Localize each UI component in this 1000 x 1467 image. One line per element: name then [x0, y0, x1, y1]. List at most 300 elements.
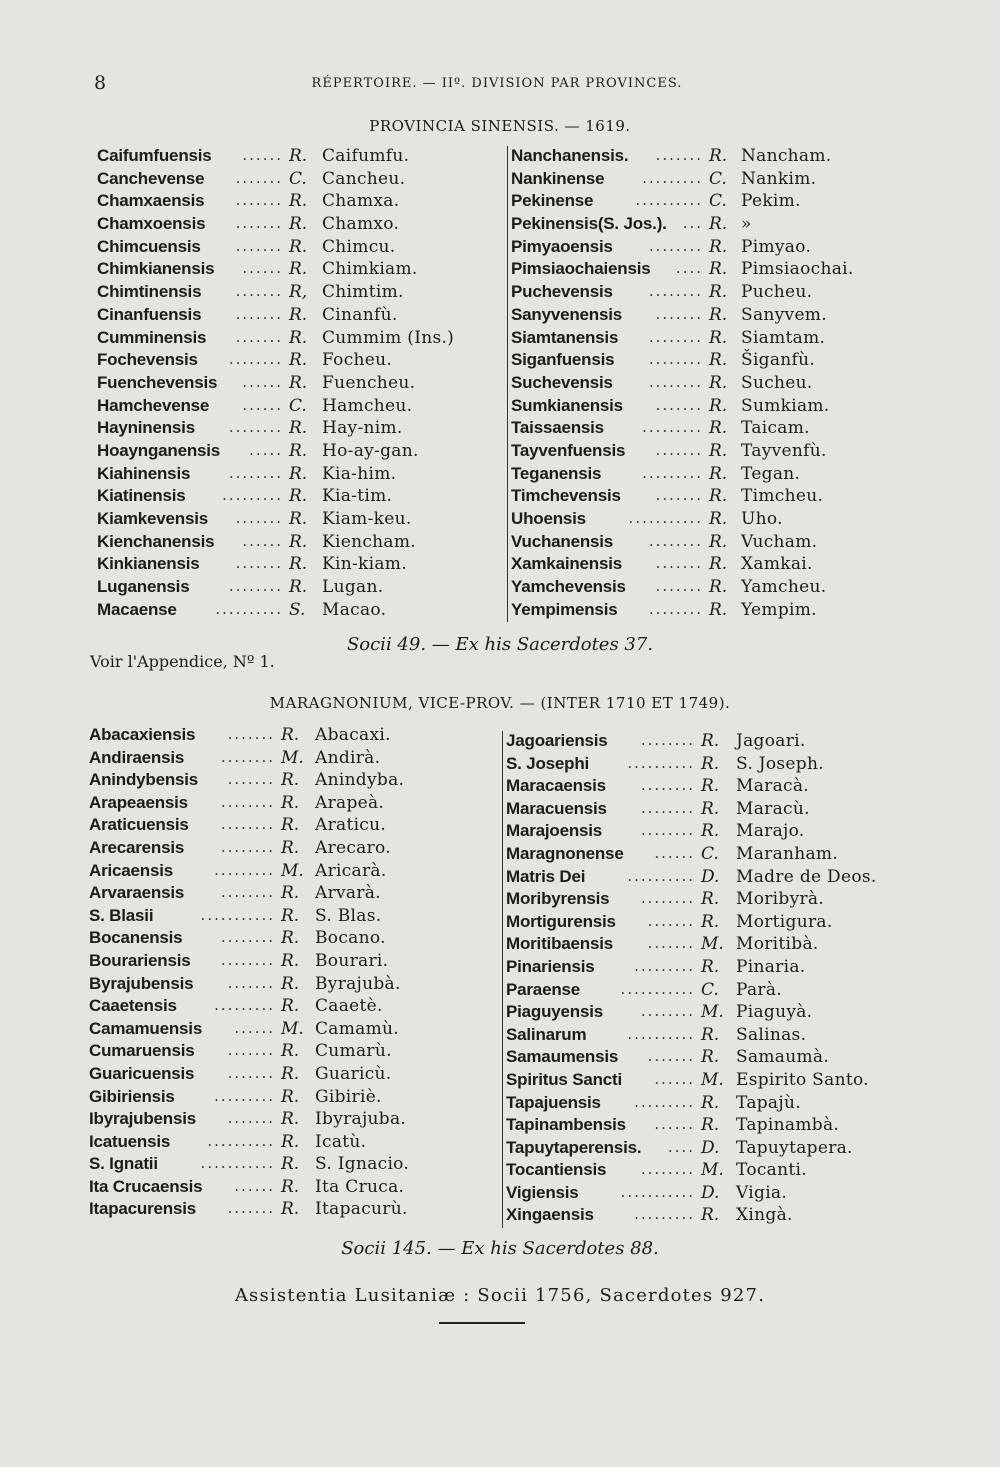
leader-dots: .......: [227, 1199, 275, 1218]
latin-name: Andiraensis: [89, 747, 185, 767]
latin-name: Bourariensis: [89, 950, 191, 970]
house-type-code: C.: [709, 191, 727, 212]
place-name: Ibyrajuba.: [315, 1109, 407, 1130]
index-entry: [89, 883, 489, 906]
latin-name: Caifumfuensis: [97, 146, 212, 165]
index-entry: [506, 1183, 896, 1206]
latin-name: Caaetensis: [89, 996, 177, 1016]
latin-name: Nanchanensis.: [511, 146, 629, 165]
index-entry: [506, 776, 896, 799]
latin-name: Samaumensis: [506, 1047, 619, 1067]
house-type-code: R.: [281, 1199, 300, 1220]
latin-name: Guaricuensis: [89, 1063, 195, 1083]
latin-name: Tocantiensis: [506, 1160, 607, 1180]
index-entry: [506, 1160, 896, 1183]
leader-dots: ........: [220, 747, 275, 766]
leader-dots: ........: [228, 577, 283, 596]
leader-dots: ...........: [200, 1154, 275, 1173]
section-heading-maragnonium: MARAGNONIUM, VICE-PROV. — (INTER 1710 ET 1749).: [269, 694, 731, 712]
latin-name: Moritibaensis: [506, 934, 613, 954]
leader-dots: .......: [655, 146, 703, 164]
leader-dots: .........: [634, 1205, 695, 1224]
house-type-code: R.: [289, 304, 308, 325]
house-type-code: R.: [289, 440, 308, 461]
index-entry: [511, 169, 891, 192]
place-name: Camamù.: [315, 1018, 399, 1039]
leader-dots: .......: [227, 973, 275, 992]
place-name: Gibiriè.: [315, 1086, 382, 1107]
latin-name: Puchevensis: [511, 282, 613, 302]
leader-dots: ......: [242, 372, 283, 391]
house-type-code: R.: [709, 418, 728, 439]
place-name: Sanyvem.: [741, 304, 827, 325]
house-type-code: R.: [709, 509, 728, 529]
place-name: Kiencham.: [322, 531, 416, 552]
index-entry: [506, 980, 896, 1003]
leader-dots: ........: [640, 821, 695, 840]
latin-name: Ita Crucaensis: [89, 1176, 203, 1196]
latin-name: Nankinense: [511, 168, 605, 188]
latin-name: Siamtanensis: [511, 327, 619, 347]
house-type-code: R.: [701, 911, 720, 932]
house-type-code: R.: [701, 1047, 720, 1068]
house-type-code: R.: [281, 725, 300, 745]
leader-dots: ........: [648, 282, 703, 301]
house-type-code: R.: [289, 418, 308, 439]
index-entry: [506, 934, 896, 957]
latin-name: Itapacurensis: [89, 1199, 197, 1219]
place-name: Vucham.: [741, 531, 818, 552]
place-name: Pinaria.: [736, 956, 806, 977]
index-entry: [506, 1138, 896, 1161]
latin-name: Siganfuensis: [511, 350, 615, 370]
house-type-code: S.: [289, 599, 306, 620]
house-type-code: M.: [281, 1018, 304, 1039]
latin-name: S. Ignatii: [89, 1154, 158, 1174]
leader-dots: .........: [634, 956, 695, 975]
place-name: Xamkai.: [741, 554, 813, 575]
index-entry: [506, 957, 896, 980]
place-name: Tayvenfù.: [741, 440, 827, 461]
leader-dots: ....: [667, 1137, 695, 1156]
house-type-code: R.: [709, 554, 728, 575]
latin-name: Marajoensis: [506, 821, 603, 841]
leader-dots: ........: [220, 837, 275, 856]
leader-dots: ......: [654, 843, 695, 862]
index-entry: [89, 861, 489, 884]
place-name: Yempim.: [741, 599, 817, 620]
index-entry: [506, 1047, 896, 1070]
index-entry: [511, 373, 891, 396]
latin-name: Xingaensis: [506, 1205, 594, 1225]
latin-name: Uhoensis: [511, 509, 586, 528]
leader-dots: ........: [640, 731, 695, 749]
house-type-code: M.: [701, 1002, 724, 1023]
place-name: Arapeà.: [315, 792, 385, 813]
leader-dots: ...........: [200, 905, 275, 924]
house-type-code: R.: [281, 1086, 300, 1107]
leader-dots: .......: [235, 304, 283, 323]
index-entry: [97, 464, 497, 487]
latin-name: Chimtinensis: [97, 282, 202, 302]
place-name: Jagoari.: [736, 731, 806, 751]
leader-dots: .........: [642, 463, 703, 482]
latin-name: Ibyrajubensis: [89, 1109, 196, 1129]
index-entry: [97, 259, 497, 282]
latin-name: Chamxoensis: [97, 214, 206, 234]
latin-name: Salinarum: [506, 1024, 587, 1044]
house-type-code: M.: [281, 860, 304, 881]
latin-name: S. Josephi: [506, 753, 590, 773]
index-entry: [89, 793, 489, 816]
index-entry: [506, 844, 896, 867]
index-entry: [89, 1109, 489, 1132]
index-entry: [89, 1199, 489, 1222]
latin-name: Vuchanensis: [511, 531, 614, 551]
index-entry: [97, 214, 497, 237]
assistentia-total: Assistentia Lusitaniæ : Socii 1756, Sacerdotes 927.: [234, 1285, 766, 1306]
house-type-code: R.: [709, 531, 728, 552]
latin-name: Chamxaensis: [97, 191, 205, 211]
place-name: Chimkiam.: [322, 259, 418, 280]
house-type-code: R.: [289, 236, 308, 257]
latin-name: Maracaensis: [506, 776, 606, 796]
house-type-code: R.: [709, 486, 728, 507]
index-entry: [89, 1087, 489, 1110]
house-type-code: R.: [281, 1131, 300, 1152]
house-type-code: R.: [709, 282, 728, 303]
index-entry: [97, 532, 497, 555]
leader-dots: ......: [242, 146, 283, 164]
index-entry: [511, 509, 891, 532]
place-name: Araticu.: [315, 815, 387, 836]
index-entry: [506, 1002, 896, 1025]
latin-name: Cumaruensis: [89, 1041, 195, 1061]
index-entry: [511, 237, 891, 260]
index-entry: [97, 441, 497, 464]
place-name: Caaetè.: [315, 996, 383, 1017]
index-entry: [511, 600, 891, 623]
latin-name: Arapeaensis: [89, 792, 188, 812]
leader-dots: ........: [648, 350, 703, 369]
leader-dots: .........: [214, 996, 275, 1015]
index-entry: [506, 889, 896, 912]
house-type-code: R.: [709, 236, 728, 257]
index-entry: [506, 799, 896, 822]
house-type-code: R.: [289, 259, 308, 280]
leader-dots: .........: [642, 418, 703, 437]
house-type-code: R.: [289, 372, 308, 393]
index-entry: [97, 282, 497, 305]
appendix-note: Voir l'Appendice, Nº 1.: [90, 652, 275, 671]
house-type-code: R.: [281, 792, 300, 813]
house-type-code: M.: [281, 747, 304, 768]
place-name: Uho.: [741, 509, 783, 529]
leader-dots: .......: [235, 191, 283, 210]
place-name: Tocanti.: [736, 1160, 807, 1181]
latin-name: Maragnonense: [506, 843, 624, 863]
leader-dots: .....: [249, 440, 283, 459]
leader-dots: ........: [648, 531, 703, 550]
house-type-code: C.: [289, 395, 307, 416]
index-entry: [506, 821, 896, 844]
latin-name: Fuenchevensis: [97, 372, 218, 392]
leader-dots: ......: [242, 531, 283, 550]
latin-name: Abacaxiensis: [89, 725, 196, 744]
house-type-code: R.: [709, 350, 728, 371]
maragnonium-right-column: [502, 731, 896, 1228]
place-name: Maranham.: [736, 843, 839, 864]
house-type-code: R.: [701, 776, 720, 797]
house-type-code: R.: [701, 821, 720, 842]
house-type-code: R.: [701, 1115, 720, 1136]
house-type-code: R.: [289, 577, 308, 598]
leader-dots: .........: [634, 1092, 695, 1111]
leader-dots: ...: [682, 214, 703, 233]
leader-dots: .......: [647, 934, 695, 953]
latin-name: Canchevense: [97, 168, 205, 188]
leader-dots: .......: [647, 911, 695, 930]
index-entry: [511, 191, 891, 214]
latin-name: Byrajubensis: [89, 973, 194, 993]
place-name: Lugan.: [322, 577, 384, 598]
house-type-code: R.: [709, 214, 728, 235]
house-type-code: R.: [709, 327, 728, 348]
latin-name: Macaense: [97, 599, 177, 619]
place-name: Chimtim.: [322, 282, 404, 303]
latin-name: Chimcuensis: [97, 236, 201, 256]
index-entry: [89, 1041, 489, 1064]
latin-name: Tapinambensis: [506, 1115, 626, 1135]
leader-dots: ........: [220, 815, 275, 834]
house-type-code: D.: [701, 866, 720, 887]
leader-dots: .........: [214, 860, 275, 879]
place-name: Vigia.: [736, 1182, 788, 1203]
latin-name: Xamkainensis: [511, 554, 622, 574]
leader-dots: .......: [227, 1041, 275, 1060]
index-entry: [97, 191, 497, 214]
place-name: Tapajù.: [736, 1092, 801, 1113]
house-type-code: R.: [701, 956, 720, 977]
leader-dots: ........: [640, 1160, 695, 1179]
place-name: Cummim (Ins.): [322, 327, 455, 348]
place-name: Nankim.: [741, 168, 817, 189]
latin-name: Kiahinensis: [97, 463, 191, 483]
place-name: Focheu.: [322, 350, 393, 371]
leader-dots: .......: [235, 214, 283, 233]
leader-dots: .......: [647, 1047, 695, 1066]
latin-name: Camamuensis: [89, 1018, 203, 1038]
leader-dots: .......: [235, 168, 283, 187]
latin-name: Hoaynganensis: [97, 440, 221, 460]
house-type-code: R.: [281, 815, 300, 836]
house-type-code: R.: [281, 1041, 300, 1062]
place-name: Bocano.: [315, 928, 386, 949]
index-entry: [89, 996, 489, 1019]
place-name: Sumkiam.: [741, 395, 830, 416]
leader-dots: ......: [654, 1069, 695, 1088]
place-name: Chamxa.: [322, 191, 400, 212]
latin-name: Matris Dei: [506, 866, 586, 886]
leader-dots: ...........: [620, 1182, 695, 1201]
house-type-code: R,: [289, 282, 308, 303]
house-type-code: R.: [289, 191, 308, 212]
place-name: Xingà.: [736, 1205, 793, 1226]
leader-dots: ....: [675, 259, 703, 278]
index-entry: [89, 838, 489, 861]
place-name: Bourari.: [315, 950, 389, 971]
latin-name: Sanyvenensis: [511, 304, 622, 324]
latin-name: Tapuytaperensis.: [506, 1137, 642, 1157]
index-entry: [506, 912, 896, 935]
index-entry: [89, 815, 489, 838]
leader-dots: ........: [228, 350, 283, 369]
leader-dots: .......: [655, 304, 703, 323]
house-type-code: R.: [289, 350, 308, 371]
place-name: Anindyba.: [315, 770, 405, 791]
leader-dots: ......: [234, 1018, 275, 1037]
latin-name: Timchevensis: [511, 486, 621, 506]
latin-name: Hamchevense: [97, 395, 210, 415]
leader-dots: .......: [655, 554, 703, 573]
index-entry: [506, 1115, 896, 1138]
place-name: Caifumfu.: [322, 146, 410, 166]
house-type-code: R.: [701, 889, 720, 910]
place-name: Hay-nim.: [322, 418, 403, 439]
running-title: RÉPERTOIRE. — IIº. DIVISION PAR PROVINCES.: [311, 76, 683, 91]
index-entry: [511, 554, 891, 577]
latin-name: Pekinense: [511, 191, 594, 211]
index-entry: [511, 259, 891, 282]
house-type-code: R.: [289, 463, 308, 484]
index-entry: [511, 418, 891, 441]
house-type-code: C.: [289, 168, 307, 189]
latin-name: Jagoariensis: [506, 731, 608, 750]
house-type-code: R.: [281, 905, 300, 926]
index-entry: [97, 486, 497, 509]
leader-dots: ..........: [627, 866, 695, 885]
leader-dots: .......: [227, 725, 275, 743]
house-type-code: R.: [281, 950, 300, 971]
index-entry: [511, 486, 891, 509]
index-entry: [89, 748, 489, 771]
house-type-code: R.: [701, 753, 720, 774]
index-entry: [89, 1064, 489, 1087]
leader-dots: .......: [655, 440, 703, 459]
house-type-code: R.: [281, 883, 300, 904]
place-name: Kia-him.: [322, 463, 397, 484]
leader-dots: .......: [235, 282, 283, 301]
leader-dots: ........: [648, 599, 703, 618]
place-name: Arvarà.: [315, 883, 381, 904]
house-type-code: R.: [709, 259, 728, 280]
house-type-code: R.: [709, 577, 728, 598]
index-entry: [89, 770, 489, 793]
latin-name: Arecarensis: [89, 837, 185, 857]
latin-name: Moribyrensis: [506, 889, 610, 909]
place-name: Siamtam.: [741, 327, 826, 348]
place-name: Ho-ay-gan.: [322, 440, 419, 461]
index-entry: [511, 282, 891, 305]
place-name: Maracù.: [736, 798, 810, 819]
leader-dots: ........: [648, 236, 703, 255]
index-entry: [89, 1019, 489, 1042]
latin-name: Taissaensis: [511, 418, 604, 438]
sinensis-summary: Socii 49. — Ex his Sacerdotes 37.: [346, 634, 654, 655]
leader-dots: ........: [228, 418, 283, 437]
leader-dots: ........: [648, 327, 703, 346]
latin-name: Pimyaoensis: [511, 236, 613, 256]
latin-name: Paraense: [506, 979, 581, 999]
house-type-code: R.: [289, 327, 308, 348]
house-type-code: R.: [281, 1154, 300, 1175]
latin-name: Yamchevensis: [511, 577, 626, 597]
index-entry: [506, 754, 896, 777]
house-type-code: R.: [709, 146, 728, 166]
place-name: Salinas.: [736, 1024, 807, 1045]
place-name: Mortigura.: [736, 911, 833, 932]
index-entry: [89, 1154, 489, 1177]
house-type-code: R.: [709, 440, 728, 461]
place-name: Yamcheu.: [741, 577, 827, 598]
place-name: Pekim.: [741, 191, 801, 212]
leader-dots: .......: [655, 577, 703, 596]
place-name: Hamcheu.: [322, 395, 413, 416]
index-entry: [89, 928, 489, 951]
sinensis-left-column: [97, 146, 497, 622]
latin-name: Vigiensis: [506, 1182, 579, 1202]
index-entry: [97, 554, 497, 577]
house-type-code: R.: [701, 731, 720, 751]
place-name: Abacaxi.: [315, 725, 391, 745]
latin-name: Fochevensis: [97, 350, 198, 370]
leader-dots: .......: [235, 327, 283, 346]
place-name: Tegan.: [741, 463, 801, 484]
house-type-code: D.: [701, 1137, 720, 1158]
place-name: Sucheu.: [741, 372, 813, 393]
house-type-code: R.: [701, 1024, 720, 1045]
index-entry: [97, 509, 497, 532]
leader-dots: ..........: [627, 753, 695, 772]
house-type-code: R.: [709, 372, 728, 393]
index-entry: [506, 1025, 896, 1048]
leader-dots: .......: [235, 236, 283, 255]
latin-name: Gibiriensis: [89, 1086, 175, 1106]
house-type-code: D.: [701, 1182, 720, 1203]
place-name: Cancheu.: [322, 168, 406, 189]
leader-dots: ......: [654, 1115, 695, 1134]
latin-name: Cinanfuensis: [97, 304, 202, 324]
latin-name: Teganensis: [511, 463, 602, 483]
place-name: Nancham.: [741, 146, 832, 166]
house-type-code: R.: [281, 928, 300, 949]
leader-dots: ......: [234, 1176, 275, 1195]
latin-name: Hayninensis: [97, 418, 195, 438]
latin-name: Pinariensis: [506, 956, 595, 976]
place-name: Piaguyà.: [736, 1002, 813, 1023]
house-type-code: R.: [701, 1092, 720, 1113]
latin-name: Kiatinensis: [97, 486, 186, 506]
place-name: Pimsiaochai.: [741, 259, 854, 280]
house-type-code: C.: [709, 168, 727, 189]
latin-name: Kiamkevensis: [97, 509, 209, 528]
place-name: Pucheu.: [741, 282, 813, 303]
leader-dots: .......: [235, 554, 283, 573]
place-name: Samaumà.: [736, 1047, 830, 1068]
leader-dots: ..........: [635, 191, 703, 210]
latin-name: S. Blasii: [89, 905, 154, 925]
latin-name: Chimkianensis: [97, 259, 215, 279]
